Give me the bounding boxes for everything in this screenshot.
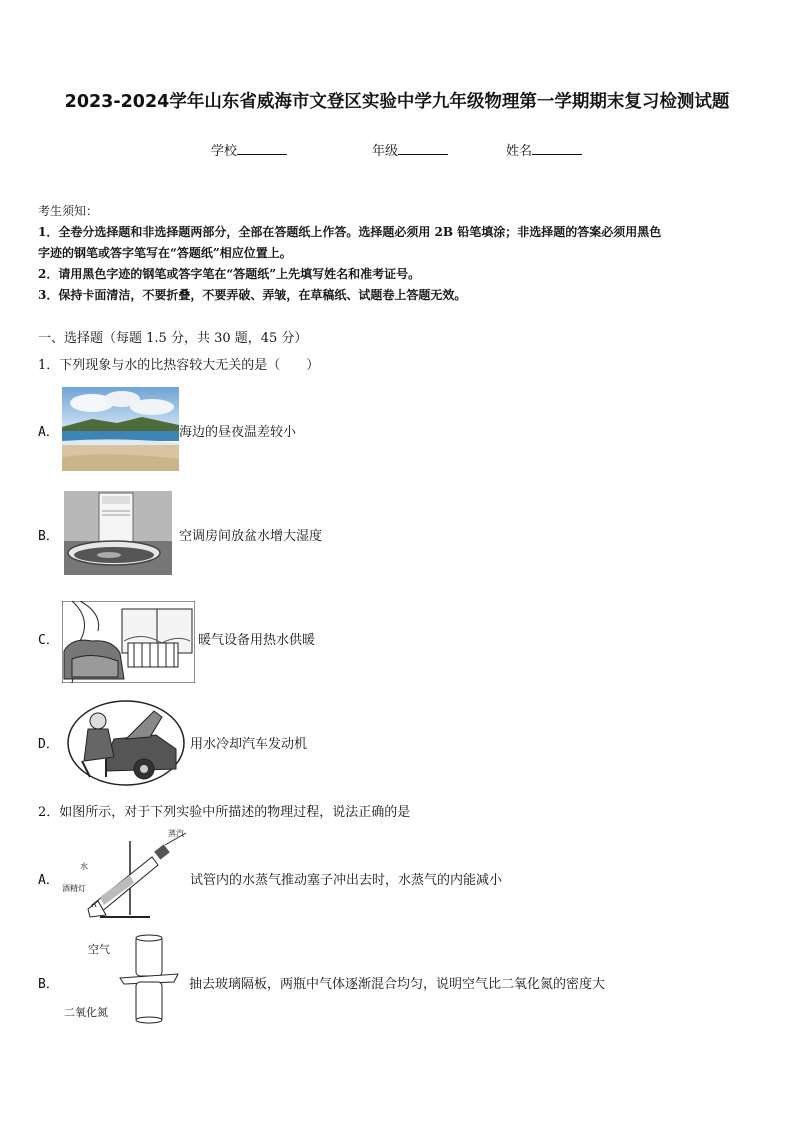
- q1-option-d-letter[interactable]: D．: [38, 737, 59, 752]
- steam-test-tube-diagram: [60, 827, 190, 922]
- q2-option-a-letter[interactable]: A．: [38, 873, 59, 888]
- steam-label: 蒸汽: [168, 829, 184, 838]
- name-field: [506, 140, 582, 159]
- q1-option-b-text: 空调房间放盆水增大湿度: [179, 529, 323, 544]
- q1-option-a-letter[interactable]: A．: [38, 425, 59, 440]
- notice-item-2: 2．请用黑色字迹的钢笔或答字笔在“答题纸”上先填写姓名和准考证号。: [38, 267, 421, 281]
- nitrogen-dioxide-label: 二氧化氮: [64, 1006, 108, 1019]
- notice-item-3: 3．保持卡面清洁，不要折叠，不要弄破、弄皱，在草稿纸、试题卷上答题无效。: [38, 288, 467, 302]
- air-label: 空气: [88, 943, 110, 956]
- grade-blank: [398, 142, 448, 155]
- water-label: 水: [80, 862, 88, 871]
- page-title: 2023-2024学年山东省威海市文登区实验中学九年级物理第一学期期末复习检测试题: [64, 92, 730, 112]
- notice-heading: 考生须知：: [38, 204, 99, 218]
- alcohol-lamp-label: 酒精灯: [62, 884, 86, 893]
- q2-stem: 2．如图所示，对于下列实验中所描述的物理过程，说法正确的是: [38, 805, 411, 820]
- air-conditioner-image: [64, 491, 172, 575]
- q1-stem: 1．下列现象与水的比热容较大无关的是（ ）: [38, 358, 320, 373]
- school-blank: [237, 142, 287, 155]
- q1-option-a-text: 海边的昼夜温差较小: [179, 425, 297, 440]
- notice-item-1-line-2: 字迹的钢笔或答字笔写在“答题纸”相应位置上。: [38, 246, 292, 260]
- q2-option-a-text: 试管内的水蒸气推动塞子冲出去时，水蒸气的内能减小: [190, 873, 503, 888]
- notice-item-1-line-1: 1．全卷分选择题和非选择题两部分，全部在答题纸上作答。选择题必须用 2B 铅笔填涂；非选择题的答案必须用黑色: [38, 225, 662, 239]
- radiator-image: [62, 601, 195, 683]
- q1-option-b-letter[interactable]: B．: [38, 529, 59, 544]
- q1-option-c-letter[interactable]: C．: [38, 633, 59, 648]
- name-label: 姓名: [506, 144, 533, 159]
- school-field: [211, 140, 287, 159]
- beach-image: [62, 387, 179, 471]
- q1-option-c-text: 暖气设备用热水供暖: [198, 633, 316, 648]
- q1-option-d-text: 用水冷却汽车发动机: [190, 737, 308, 752]
- grade-label: 年级: [372, 144, 399, 159]
- car-engine-image: [66, 699, 188, 787]
- q2-option-b-text: 抽去玻璃隔板，两瓶中气体逐渐混合均匀，说明空气比二氧化氮的密度大: [189, 977, 606, 992]
- grade-field: [372, 140, 448, 159]
- section-heading: 一、选择题（每题 1.5 分，共 30 题，45 分）: [38, 331, 308, 346]
- q2-option-b-letter[interactable]: B．: [38, 977, 59, 992]
- name-blank: [532, 142, 582, 155]
- gas-diffusion-diagram: [118, 932, 182, 1026]
- school-label: 学校: [211, 144, 238, 159]
